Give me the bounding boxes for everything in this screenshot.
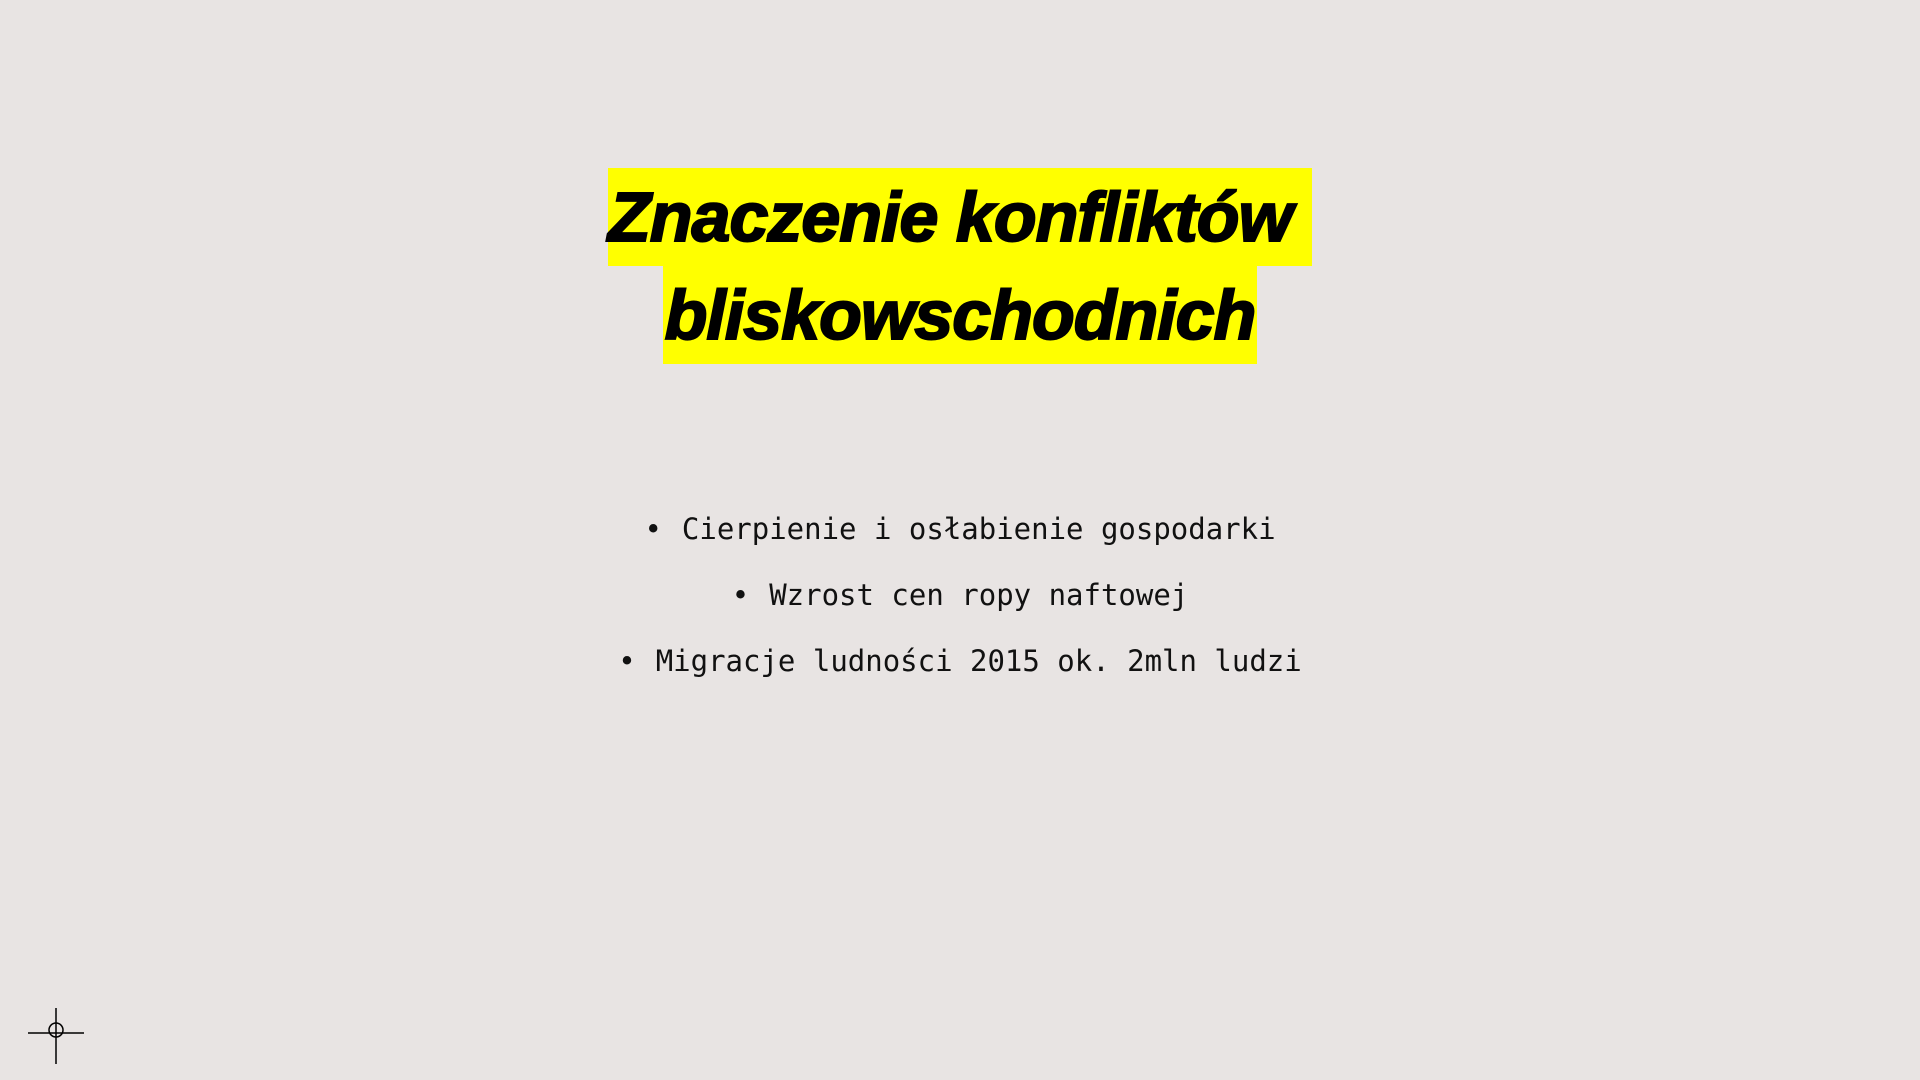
list-item bbox=[0, 628, 1920, 694]
list-item bbox=[0, 562, 1920, 628]
bullet-dot: • bbox=[644, 512, 662, 546]
crosshair-icon bbox=[28, 1008, 84, 1064]
bullet-dot: • bbox=[618, 644, 636, 678]
list-item bbox=[0, 496, 1920, 562]
bullet-text: Cierpienie i osłabienie gospodarki bbox=[681, 512, 1276, 546]
title-line-2: bliskowschodnich bbox=[663, 266, 1258, 364]
slide-title bbox=[0, 168, 1920, 364]
bullet-text: Wzrost cen ropy naftowej bbox=[769, 578, 1189, 612]
bullet-dot: • bbox=[731, 578, 750, 612]
bullet-text: Migracje ludności 2015 ok. 2mln ludzi bbox=[655, 644, 1302, 678]
title-line-1: Znaczenie konfliktów bbox=[608, 168, 1312, 266]
bullet-list bbox=[0, 496, 1920, 694]
